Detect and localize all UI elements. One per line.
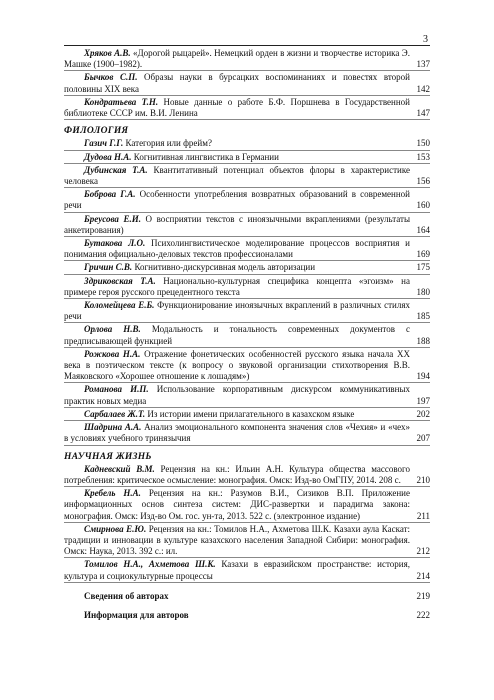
toc-entry-author: Дудова Н.А. [84, 151, 132, 162]
toc-entry-author: Томилов Н.А., Ахметова Ш.К. [84, 559, 216, 570]
section-heading-scientific-life: НАУЧНАЯ ЖИЗНЬ [64, 451, 152, 462]
toc-entry-title: Когнитивно-дискурсивная модель авторизации [132, 262, 316, 273]
toc-entry-text [64, 165, 430, 187]
toc-entry-text [64, 238, 430, 260]
toc-entry-author: Романова И.П. [84, 384, 149, 395]
toc-entry-page: 222 [416, 609, 430, 620]
toc-entry-title: Категория или фрейм? [123, 138, 212, 149]
toc-group-scientific-life [64, 464, 430, 583]
toc-entry-title: Национально-культурная специфика концепта «эгоизм» на примере героя русского прецедентного текста [64, 275, 410, 297]
toc-entry-page: 175 [416, 262, 430, 273]
toc-entry-text [64, 300, 430, 322]
toc-entry-text [64, 464, 430, 486]
toc-entry-text [64, 524, 430, 558]
toc-entry-text [64, 559, 430, 581]
toc-entry-page: 137 [416, 59, 430, 70]
toc-entry-title: Модальность и тональность современных документов с предписывающей функцией [64, 324, 410, 346]
toc-entry[interactable] [64, 524, 430, 559]
toc-entry-text [64, 384, 430, 406]
toc-entry[interactable] [64, 324, 430, 347]
toc-entry[interactable] [64, 97, 430, 120]
toc-entry-author: Сарбалаев Ж.Т. [84, 408, 146, 419]
toc-entry-author: Кондратьева Т.Н. [84, 96, 159, 107]
toc-entry[interactable] [64, 422, 430, 445]
toc-entry[interactable] [64, 300, 430, 323]
toc-entry-title: Особенности употребления возвратных образований в современной речи [64, 189, 411, 211]
toc-entry-title: Когнитивная лингвистика в Германии [131, 151, 279, 162]
toc-entry-page: 211 [416, 510, 430, 521]
toc-entry-title: Рецензия на кн.: Томилов Н.А., Ахметова Ш.К. Казахи аула Каскат: традиции и инновации в культуре казахского населения Западной Сибири: монография. Омск: Наука, 2013. 392 с.: ил. [64, 523, 411, 557]
toc-entry-text [64, 488, 430, 522]
toc-entry-text [64, 189, 430, 211]
toc-entry[interactable] [64, 189, 430, 212]
toc-entry-text [64, 152, 430, 163]
toc-entry[interactable] [64, 276, 430, 299]
toc-entry-page: 169 [416, 249, 430, 260]
toc-entry-author: Дубинская Т.А. [84, 164, 148, 175]
toc-entry[interactable] [64, 464, 430, 487]
toc-entry-author: Кребель Н.А. [84, 488, 141, 499]
toc-entry-title: Из истории имени прилагательного в казахском языке [145, 408, 355, 419]
toc-entry-title: «Дорогой рыцарей». Немецкий орден в жизни и творчестве историка Э. Машке (1900–1982). [64, 48, 410, 70]
toc-entry-label: Информация для авторов [84, 609, 189, 620]
table-of-contents [64, 48, 430, 627]
toc-entry-label: Сведения об авторах [84, 590, 169, 601]
toc-entry-page: 180 [416, 286, 430, 297]
toc-entry-title: Психолингвистическое моделирование процессов восприятия и понимания официально-деловых текстов профессионалами [64, 238, 410, 260]
toc-entry[interactable] [64, 488, 430, 523]
toc-entry[interactable] [64, 262, 430, 274]
toc-entry-title: Использование корпоративным дискурсом коммуникативных практик новых медиа [64, 384, 410, 406]
page-number: 3 [423, 34, 428, 45]
toc-entry-page: 197 [416, 395, 430, 406]
toc-entry[interactable] [64, 48, 430, 71]
toc-entry-author: Хряков А.В. [84, 48, 131, 58]
toc-entry-author: Боброва Г.А. [84, 189, 136, 200]
toc-entry-author: Рожкова Н.А. [84, 348, 141, 359]
toc-entry-title: Казахи в евразийском пространстве: история, культура и социокультурные процессы [64, 559, 410, 581]
toc-entry-text [64, 422, 430, 444]
toc-entry-page: 207 [416, 433, 430, 444]
toc-entry-author: Бутакова Л.О. [84, 238, 146, 249]
toc-entry-author: Гричин С.В. [84, 262, 133, 273]
toc-entry-text [64, 214, 430, 236]
toc-entry-author: Бычков С.П. [84, 72, 138, 83]
toc-entry-text [64, 138, 430, 149]
toc-entry-title: О восприятии текстов с иноязычными вкраплениями (результаты анкетирования) [64, 213, 410, 235]
toc-group-history [64, 48, 430, 120]
toc-entry-author: Кадневский В.М. [84, 463, 155, 474]
toc-entry[interactable] [64, 72, 430, 95]
toc-entry-author: Здриковская Т.А. [84, 275, 156, 286]
toc-entry-page: 142 [416, 83, 430, 94]
toc-entry-text [64, 48, 430, 70]
toc-entry-title: Квантитативный потенциал объектов флоры в характеристике человека [64, 164, 411, 187]
toc-entry-text [64, 349, 430, 383]
toc-entry-page: 219 [416, 590, 430, 601]
toc-entry-title: Рецензия на кн.: Ильин А.Н. Культура общества массового потребления: критическое осмысление: монография. Омск: Изд-во ОмГПУ, 2014. 208 с. [64, 463, 410, 485]
top-rule [64, 45, 430, 46]
toc-entry[interactable] [64, 409, 430, 421]
toc-entry-author: Смирнова Е.Ю. [84, 523, 147, 534]
toc-entry[interactable] [64, 559, 430, 582]
toc-entry-author: Шадрина А.А. [84, 422, 142, 433]
toc-entry-page: 214 [416, 570, 430, 581]
toc-entry-title: Новые данные о работе Б.Ф. Поршнева в Государственной библиотеке СССР им. В.И. Ленина [64, 96, 410, 119]
toc-entry-text [64, 72, 430, 94]
toc-entry-title: Отражение фонетических особенностей русского языка начала XX века в поэтическом тексте (к вопросу о звуковой организации стихотворения В.В. Маяковского «Хорошее отношение к лошадям») [64, 348, 410, 382]
toc-entry-for-authors[interactable] [64, 610, 430, 621]
toc-group-philology [64, 138, 430, 445]
section-heading-philology: ФИЛОЛОГИЯ [64, 126, 129, 137]
toc-entry-page: 188 [416, 335, 430, 346]
toc-entry[interactable] [64, 152, 430, 164]
toc-entry-text [64, 276, 430, 298]
toc-entry[interactable] [64, 138, 430, 150]
toc-entry-page: 202 [416, 408, 430, 419]
toc-entry-page: 210 [416, 474, 430, 485]
toc-entry-page: 194 [416, 371, 430, 382]
toc-entry-text [64, 97, 430, 119]
toc-entry-author: Коломейцева Е.Б. [84, 300, 155, 311]
toc-entry-about-authors[interactable] [64, 591, 430, 602]
toc-entry-title: Функционирование иноязычных вкраплений в различных стилях речи [64, 300, 410, 322]
toc-entry-page: 156 [416, 176, 430, 187]
toc-entry-page: 153 [416, 151, 430, 162]
toc-entry-page: 147 [416, 108, 430, 119]
toc-entry-author: Орлова Н.В. [84, 324, 141, 335]
toc-entry-text [64, 409, 430, 420]
toc-entry[interactable] [64, 349, 430, 384]
toc-entry-title: Анализ эмоционального компонента значения слов «Чехия» и «чех» в условиях учебного тринязычия [64, 422, 410, 444]
toc-entry-author: Бреусова Е.И. [84, 213, 141, 224]
toc-entry[interactable] [64, 238, 430, 261]
toc-entry-page: 212 [416, 546, 430, 557]
toc-entry-page: 164 [416, 224, 430, 235]
toc-entry-text [64, 324, 430, 346]
toc-entry-page: 150 [416, 138, 430, 149]
toc-entry-page: 160 [416, 200, 430, 211]
toc-entry[interactable] [64, 384, 430, 407]
toc-entry-title: Рецензия на кн.: Разумов В.И., Сизиков В.П. Приложение информационных основ синтеза систем: ДИС-развертки и парадигма закона: монография. Омск: Изд-во Ом. гос. ун-та, 2013. 522 с. (электронное издание) [64, 488, 410, 521]
toc-entry[interactable] [64, 214, 430, 237]
toc-entry-author: Газич Г.Г. [84, 138, 124, 149]
toc-entry-page: 185 [416, 311, 430, 322]
toc-entry-title: Образы науки в бурсацких воспоминаниях и повестях второй половины XIX века [64, 72, 410, 94]
toc-entry-text [64, 262, 430, 273]
toc-entry[interactable] [64, 165, 430, 188]
